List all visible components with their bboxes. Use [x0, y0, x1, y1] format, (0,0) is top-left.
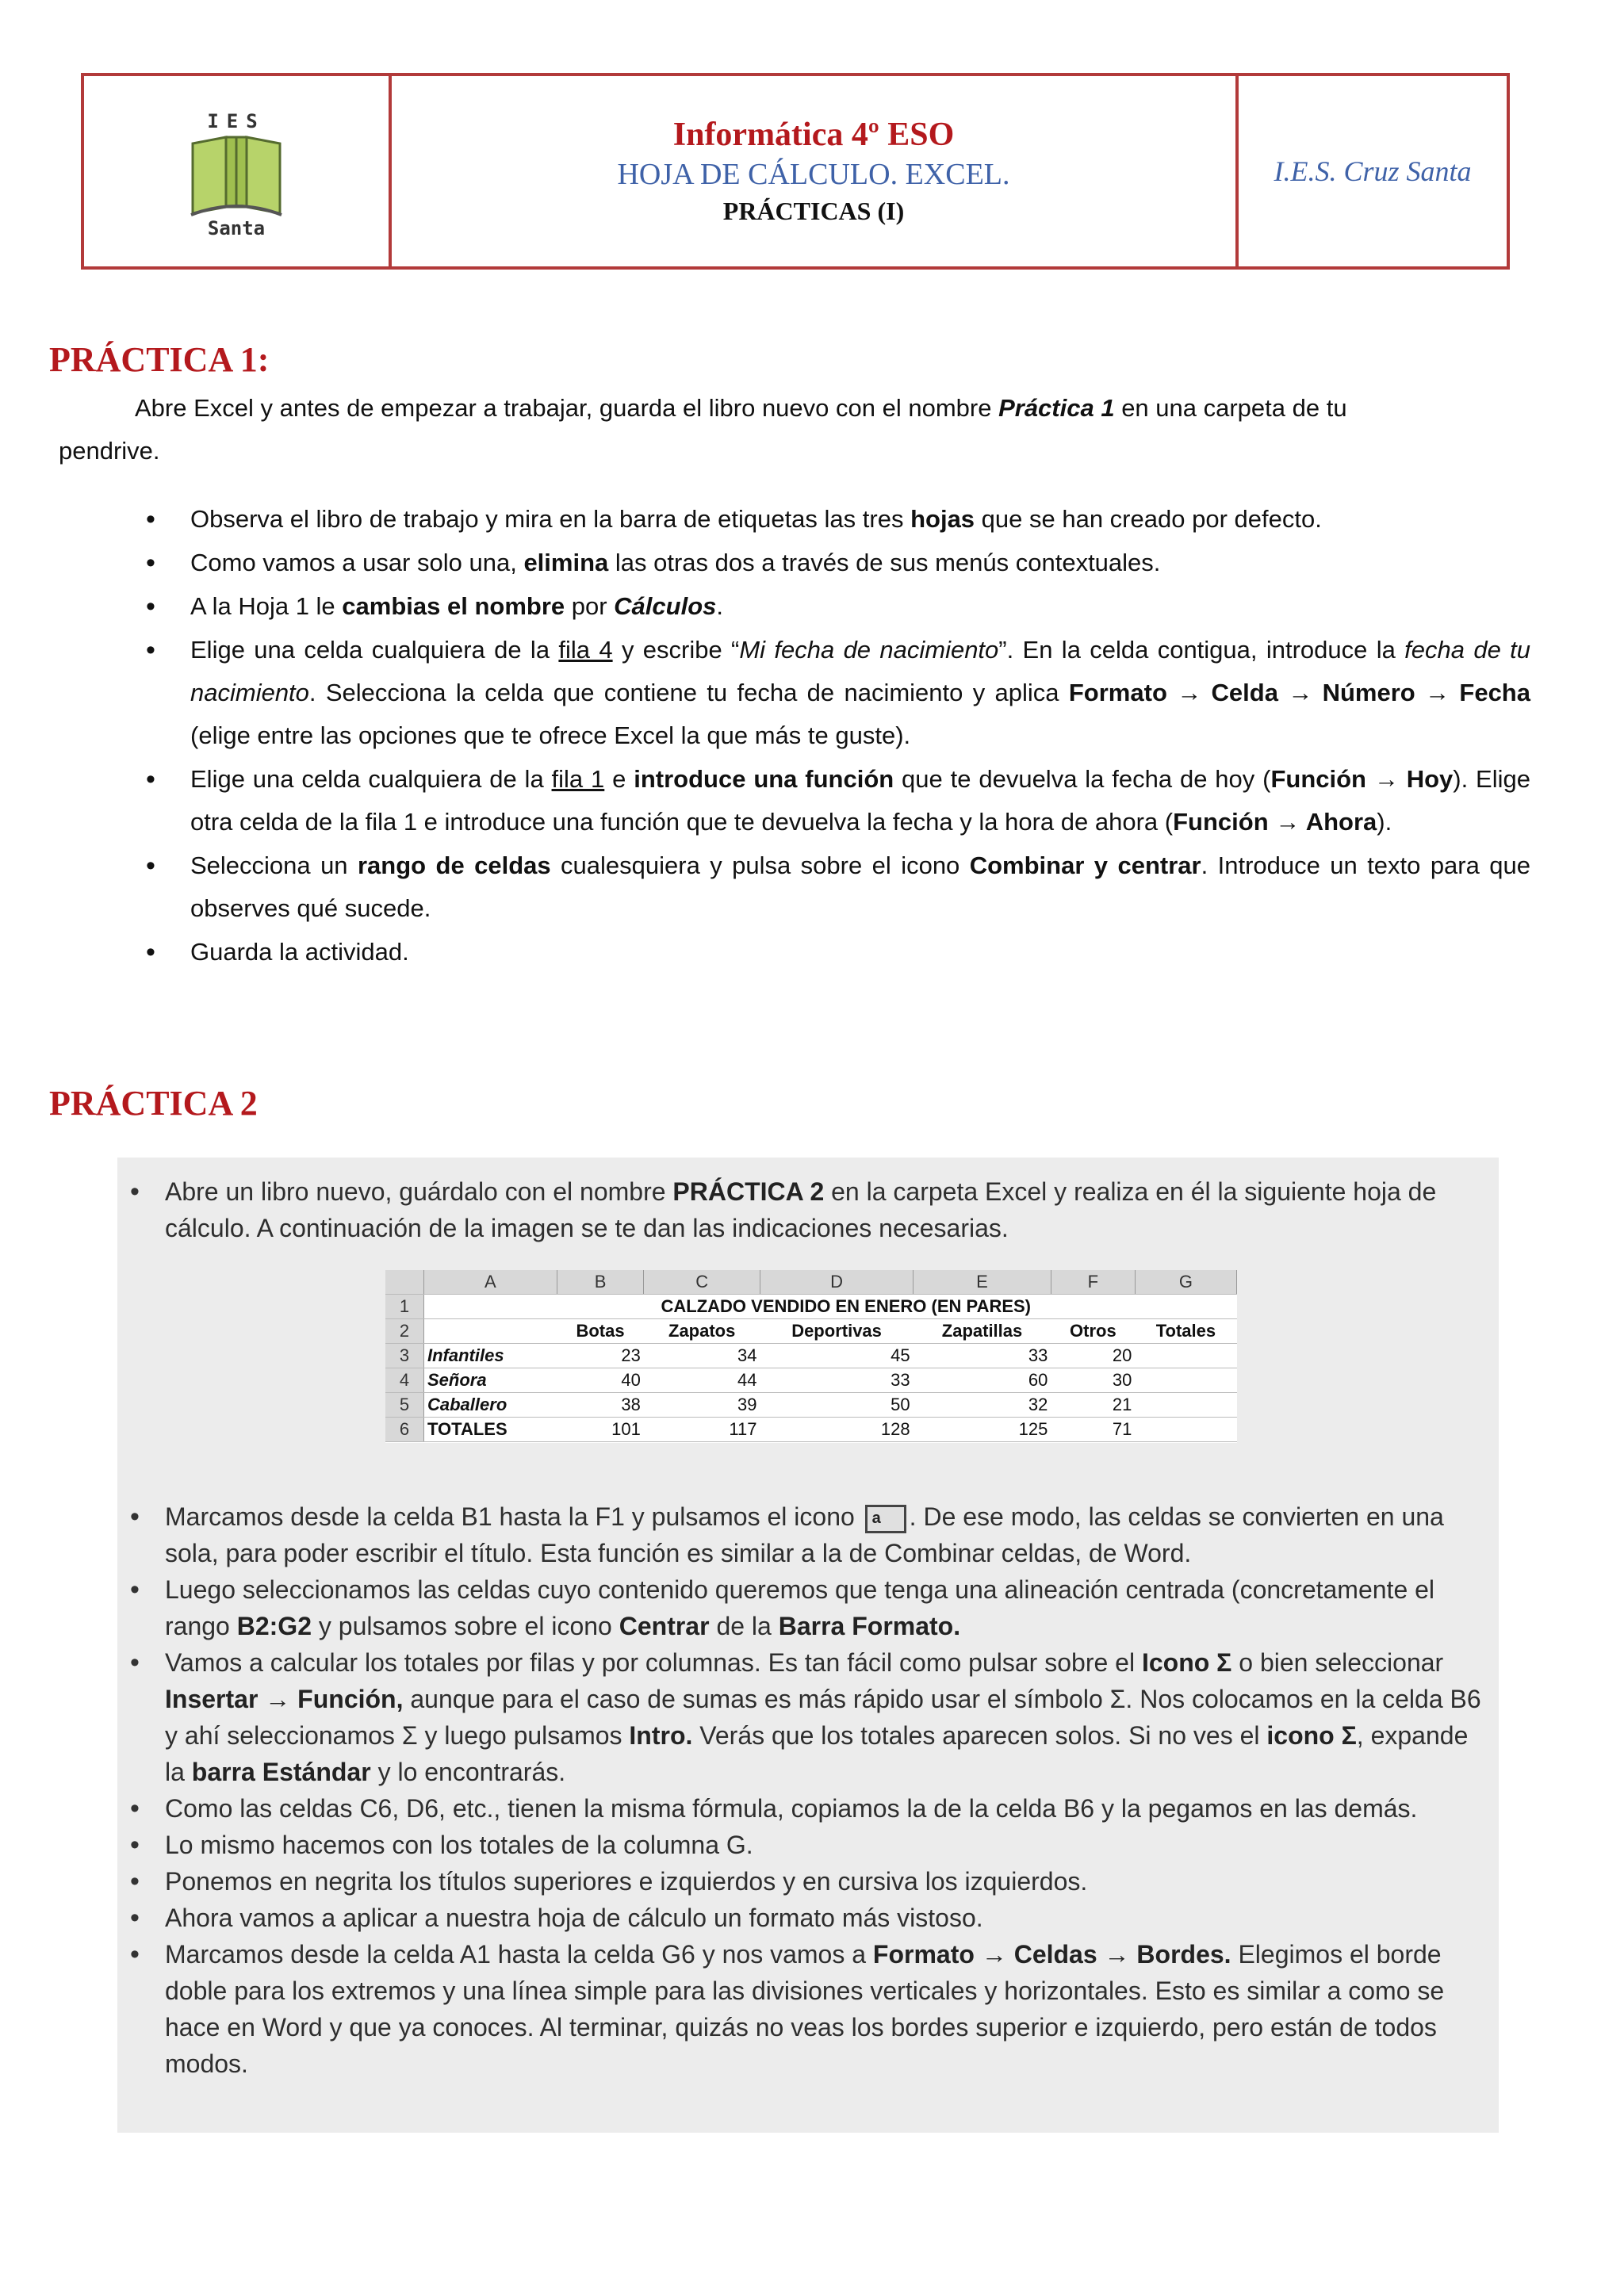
col-a: A: [424, 1270, 557, 1295]
header-table: [81, 73, 1510, 270]
list-item: • Como las celdas C6, D6, etc., tienen la misma fórmula, copiamos la de la celda B6 y la pegamos en las demás.: [165, 1790, 1488, 1827]
list-item: • Guarda la actividad.: [190, 931, 1530, 974]
list-item: • Vamos a calcular los totales por filas y por columnas. Es tan fácil como pulsar sobre el Icono Σ o bien seleccionar Insertar → Función, aunque para el caso de sumas es más rápido usar el símbolo Σ. Nos colocamos en la celda B6 y ahí seleccionamos Σ y luego pulsamos Intro. Verás que los totales aparecen solos. Si no ves el icono Σ, expande la barra Estándar y lo encontrarás.: [165, 1644, 1488, 1790]
list-item: • Marcamos desde la celda B1 hasta la F1 y pulsamos el icono a . De ese modo, las celdas se convierten en una sola, para poder escribir el título. Esta función es similar a la de Combinar celdas, de Word.: [165, 1498, 1488, 1571]
title-cell: [392, 76, 1239, 266]
table-row: 3 Infantiles 23 34 45 33 20: [385, 1344, 1237, 1368]
col-d: D: [760, 1270, 913, 1295]
intro-text-d: pendrive.: [59, 437, 160, 465]
school-name: I.E.S. Cruz Santa: [1274, 155, 1472, 187]
practica-1-list: [190, 498, 1530, 974]
practica-1-title: PRÁCTICA 1:: [49, 340, 270, 379]
table-row: 6 TOTALES 101 117 128 125 71: [385, 1418, 1237, 1442]
list-item: • Como vamos a usar solo una, elimina las otras dos a través de sus menús contextuales.: [190, 541, 1530, 584]
logo-bottom-text: Santa: [207, 217, 266, 239]
col-e: E: [914, 1270, 1051, 1295]
scanned-instructions: [117, 1158, 1499, 2133]
logo-top-text: IES: [207, 110, 266, 132]
col-c: C: [644, 1270, 760, 1295]
doc-title: Informática 4º ESO: [672, 117, 955, 153]
scan-list-top: [165, 1173, 1488, 1246]
spreadsheet-image: [385, 1270, 1237, 1443]
school-cell: [1239, 76, 1507, 266]
list-item: • Observa el libro de trabajo y mira en la barra de etiquetas las tres hojas que se han creado por defecto.: [190, 498, 1530, 541]
intro-filename: Práctica 1: [998, 394, 1115, 422]
doc-practicas: PRÁCTICAS (I): [722, 197, 905, 225]
col-f: F: [1051, 1270, 1135, 1295]
list-item: • Marcamos desde la celda A1 hasta la celda G6 y nos vamos a Formato → Celdas → Bordes. Elegimos el borde doble para los extremos y una línea simple para las divisiones verticales y horizontales. Esto es similar a como se hace en Word y que ya conoces. Al terminar, quizás no veas los bordes superior e izquierdo, pero están de todos modos.: [165, 1936, 1488, 2082]
doc-subtitle: HOJA DE CÁLCULO. EXCEL.: [617, 158, 1010, 191]
list-item: • Abre un libro nuevo, guárdalo con el nombre PRÁCTICA 2 en la carpeta Excel y realiza en él la siguiente hoja de cálculo. A continuación de la imagen se te dan las indicaciones necesarias.: [165, 1173, 1488, 1246]
list-item: • A la Hoja 1 le cambias el nombre por Cálculos.: [190, 585, 1530, 628]
col-b: B: [557, 1270, 644, 1295]
table-row: 2 Botas Zapatos Deportivas Zapatillas Otros Totales: [385, 1319, 1237, 1344]
sheet-title: CALZADO VENDIDO EN ENERO (EN PARES): [557, 1295, 1135, 1319]
list-item: • Ahora vamos a aplicar a nuestra hoja de cálculo un formato más vistoso.: [165, 1900, 1488, 1936]
school-logo: [177, 104, 296, 239]
intro-text-c: en una carpeta de tu: [1114, 394, 1347, 422]
logo-cell: [84, 76, 392, 266]
merge-center-icon: a: [865, 1505, 906, 1533]
list-item: • Lo mismo hacemos con los totales de la columna G.: [165, 1827, 1488, 1863]
scan-list-bottom: [165, 1498, 1488, 2082]
list-item: • Selecciona un rango de celdas cualesquiera y pulsa sobre el icono Combinar y centrar. Introduce un texto para que observes qué sucede.: [190, 844, 1530, 930]
spreadsheet-table: [385, 1270, 1237, 1442]
list-item: • Ponemos en negrita los títulos superiores e izquierdos y en cursiva los izquierdos.: [165, 1863, 1488, 1900]
table-row: 5 Caballero 38 39 50 32 21: [385, 1393, 1237, 1418]
practica-2-title: PRÁCTICA 2: [49, 1084, 258, 1123]
col-g: G: [1135, 1270, 1236, 1295]
practica-1-intro: [59, 387, 1530, 473]
list-item: • Elige una celda cualquiera de la fila 4 y escribe “Mi fecha de nacimiento”. En la celda contigua, introduce la fecha de tu nacimiento. Selecciona la celda que contiene tu fecha de nacimiento y aplica Formato → Celda → Número → Fecha (elige entre las opciones que te ofrece Excel la que más te guste).: [190, 629, 1530, 757]
table-row: 4 Señora 40 44 33 60 30: [385, 1368, 1237, 1393]
intro-text-a: Abre Excel y antes de empezar a trabajar, guarda el libro nuevo con el nombre: [135, 394, 999, 422]
table-row: 1 CALZADO VENDIDO EN ENERO (EN PARES): [385, 1295, 1237, 1319]
list-item: • Elige una celda cualquiera de la fila 1 e introduce una función que te devuelva la fecha de hoy (Función → Hoy). Elige otra celda de la fila 1 e introduce una función que te devuelva la fecha y la hora de ahora (Función → Ahora).: [190, 758, 1530, 844]
column-header-row: [385, 1270, 1237, 1295]
list-item: • Luego seleccionamos las celdas cuyo contenido queremos que tenga una alineación centrada (concretamente el rango B2:G2 y pulsamos sobre el icono Centrar de la Barra Formato.: [165, 1571, 1488, 1644]
